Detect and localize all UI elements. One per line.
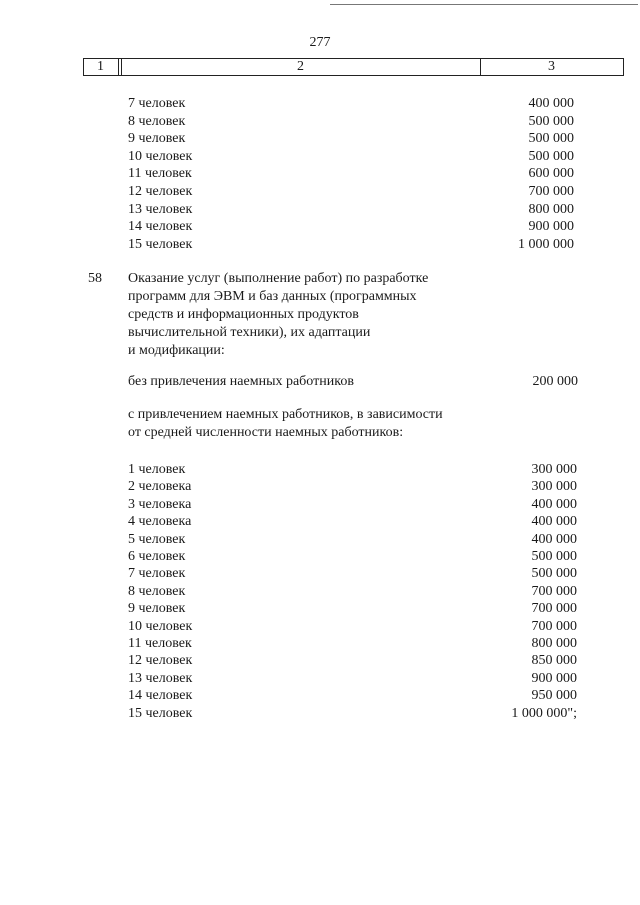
rate-row-label: 8 человек bbox=[128, 113, 186, 129]
no-workers-label: без привлечения наемных работников bbox=[128, 374, 354, 389]
rate-row-value: 1 000 000 bbox=[518, 236, 574, 252]
description-line: и модификации: bbox=[128, 343, 225, 358]
rate-row-value: 850 000 bbox=[531, 653, 577, 669]
rate-row-value: 700 000 bbox=[531, 601, 577, 617]
rate-row-label: 3 человека bbox=[128, 496, 192, 512]
no-workers-value: 200 000 bbox=[532, 374, 578, 389]
rate-row-value: 800 000 bbox=[531, 636, 577, 651]
rate-row-value: 800 000 bbox=[528, 201, 574, 217]
rate-row-value: 700 000 bbox=[528, 184, 574, 199]
rate-row-label: 8 человек bbox=[128, 583, 186, 599]
rate-row-label: 11 человек bbox=[128, 166, 192, 182]
header-col-3: 3 bbox=[548, 59, 555, 74]
rate-row-label: 9 человек bbox=[128, 131, 186, 147]
rate-row-label: 11 человек bbox=[128, 636, 192, 651]
rate-row-label: 15 человек bbox=[128, 705, 193, 721]
rate-row-value: 900 000 bbox=[528, 219, 574, 235]
rate-row-label: 5 человек bbox=[128, 531, 186, 547]
rate-row-value: 500 000 bbox=[528, 131, 574, 147]
rate-row-label: 12 человек bbox=[128, 184, 193, 199]
rate-row-value: 700 000 bbox=[531, 618, 577, 634]
rate-row-value: 500 000 bbox=[528, 113, 574, 129]
rate-row-value: 400 000 bbox=[531, 531, 577, 547]
header-col-1: 1 bbox=[97, 59, 104, 74]
rate-row-label: 7 человек bbox=[128, 96, 186, 111]
rate-row-label: 4 человека bbox=[128, 514, 192, 530]
rate-row-value: 400 000 bbox=[531, 514, 577, 530]
item-description bbox=[128, 270, 428, 360]
with-workers-line: с привлечением наемных работников, в зависимости bbox=[128, 407, 443, 422]
top-border-line bbox=[330, 4, 638, 5]
rate-row-value: 950 000 bbox=[531, 688, 577, 704]
header-divider bbox=[118, 59, 119, 75]
rate-row-value: 500 000 bbox=[528, 148, 574, 164]
description-line: вычислительной техники), их адаптации bbox=[128, 325, 371, 340]
rate-row-value: 500 000 bbox=[531, 566, 577, 582]
rate-row-value: 400 000 bbox=[531, 496, 577, 512]
rate-row-value: 400 000 bbox=[528, 96, 574, 111]
rate-row-label: 13 человек bbox=[128, 670, 193, 686]
column-header-row bbox=[83, 58, 624, 76]
description-line: Оказание услуг (выполнение работ) по разработке bbox=[128, 271, 429, 286]
item-number: 58 bbox=[88, 271, 102, 286]
rate-row-label: 1 человек bbox=[128, 462, 186, 477]
rate-row-value: 300 000 bbox=[531, 479, 577, 495]
description-line: средств и информационных продуктов bbox=[128, 307, 359, 322]
with-workers-line: от средней численности наемных работников: bbox=[128, 425, 404, 440]
header-col-2: 2 bbox=[297, 59, 304, 74]
rate-row-value: 500 000 bbox=[531, 549, 577, 564]
rate-row-value: 600 000 bbox=[528, 166, 574, 182]
rate-row-label: 15 человек bbox=[128, 236, 193, 252]
rate-row-label: 13 человек bbox=[128, 201, 193, 217]
rate-row-label: 10 человек bbox=[128, 148, 193, 164]
rate-row-value: 300 000 bbox=[531, 462, 577, 477]
rate-row-value: 900 000 bbox=[531, 670, 577, 686]
with-workers-text bbox=[128, 406, 443, 442]
rate-row-label: 7 человек bbox=[128, 566, 186, 582]
description-line: программ для ЭВМ и баз данных (программных bbox=[128, 289, 417, 304]
rate-row-label: 2 человека bbox=[128, 479, 192, 495]
rate-row-label: 14 человек bbox=[128, 219, 193, 235]
header-divider bbox=[623, 59, 624, 75]
rate-row-value: 700 000 bbox=[531, 583, 577, 599]
rate-row-label: 10 человек bbox=[128, 618, 193, 634]
page-number: 277 bbox=[309, 35, 331, 50]
rate-row-label: 14 человек bbox=[128, 688, 193, 704]
rate-row-label: 12 человек bbox=[128, 653, 193, 669]
rate-row-label: 6 человек bbox=[128, 549, 186, 564]
rate-row-value: 1 000 000"; bbox=[511, 705, 577, 721]
rate-row-label: 9 человек bbox=[128, 601, 186, 617]
